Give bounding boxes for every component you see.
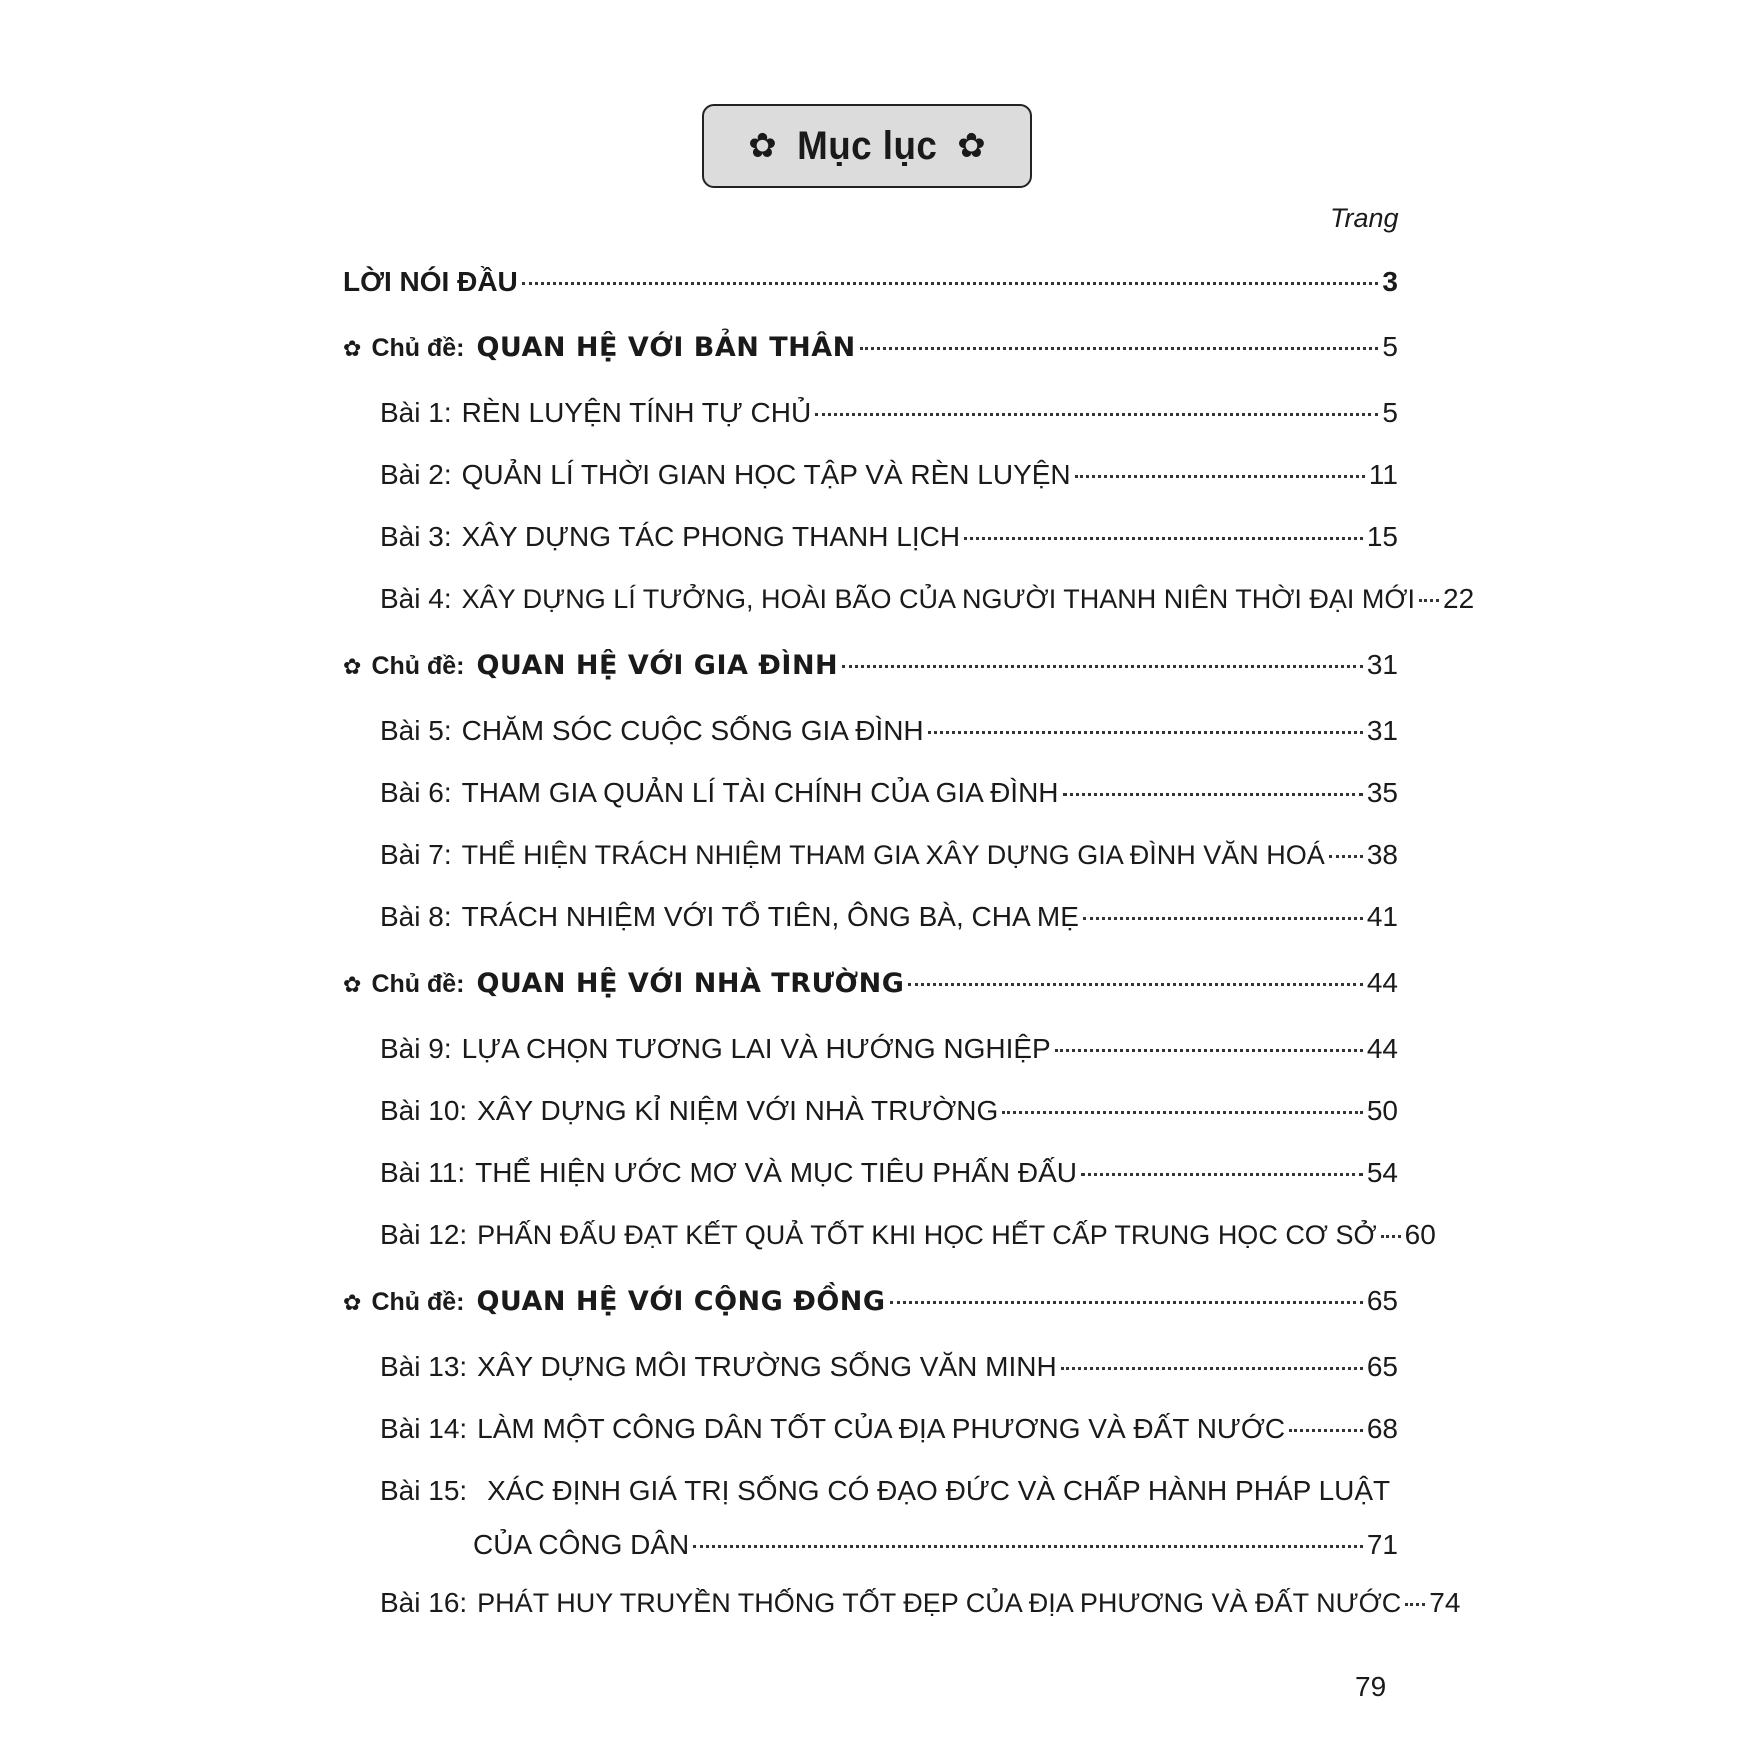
lesson-title: PHẤN ĐẤU ĐẠT KẾT QUẢ TỐT KHI HỌC HẾT CẤP TRUNG HỌC CƠ SỞ xyxy=(477,1220,1377,1250)
toc-lesson[interactable] xyxy=(343,582,1475,616)
leader-dots xyxy=(1002,1111,1363,1114)
lesson-number: Bài 4: xyxy=(380,583,452,614)
topic-prefix: Chủ đề: xyxy=(371,334,465,362)
leader-dots xyxy=(1063,793,1363,796)
toc-page: 5 xyxy=(1382,397,1398,428)
toc-page: 35 xyxy=(1366,777,1398,808)
toc-page: 74 xyxy=(1429,1587,1461,1618)
leader-dots xyxy=(928,731,1363,734)
toc-label: LỜI NÓI ĐẦU xyxy=(343,266,518,297)
toc-lesson[interactable] xyxy=(343,1412,1398,1446)
toc-lesson[interactable] xyxy=(343,838,1398,872)
topic-name: QUAN HỆ VỚI BẢN THÂN xyxy=(476,332,856,363)
lesson-number: Bài 8: xyxy=(380,901,452,932)
topic-name: QUAN HỆ VỚI CỘNG ĐỒNG xyxy=(476,1286,886,1317)
leader-dots xyxy=(860,347,1379,350)
toc-lesson[interactable] xyxy=(380,1474,1398,1562)
lesson-number: Bài 16: xyxy=(380,1587,468,1618)
toc-topic[interactable] xyxy=(343,648,1398,684)
flower-icon: ✿ xyxy=(748,127,777,165)
lesson-number: Bài 7: xyxy=(380,839,452,870)
toc-page: 5 xyxy=(1382,331,1398,362)
toc-lesson[interactable] xyxy=(343,1156,1398,1190)
toc-preface[interactable] xyxy=(343,265,1398,299)
lesson-number: Bài 15: xyxy=(380,1475,468,1506)
leader-dots xyxy=(1061,1367,1363,1370)
leader-dots xyxy=(1419,599,1439,602)
page-number: 79 xyxy=(1355,1671,1387,1702)
toc-lesson[interactable] xyxy=(343,1094,1398,1128)
toc-lesson[interactable] xyxy=(343,1350,1398,1384)
toc-page: 31 xyxy=(1366,715,1398,746)
leader-dots xyxy=(693,1545,1363,1548)
toc-lesson[interactable] xyxy=(343,714,1398,748)
toc-topic[interactable] xyxy=(343,330,1398,366)
leader-dots xyxy=(1381,1235,1401,1238)
toc-page: 44 xyxy=(1366,967,1398,998)
lesson-title: CHĂM SÓC CUỘC SỐNG GIA ĐÌNH xyxy=(461,715,924,746)
lesson-number: Bài 14: xyxy=(380,1413,468,1444)
toc-page: 15 xyxy=(1366,521,1398,552)
toc-page: 54 xyxy=(1366,1157,1398,1188)
leader-dots xyxy=(815,413,1378,416)
toc-lesson[interactable] xyxy=(343,520,1398,554)
flower-bullet-icon: ✿ xyxy=(343,654,362,679)
toc-page: 71 xyxy=(1366,1529,1398,1560)
toc-page: 68 xyxy=(1366,1413,1398,1444)
lesson-title: XÂY DỰNG LÍ TƯỞNG, HOÀI BÃO CỦA NGƯỜI THANH NIÊN THỜI ĐẠI MỚI xyxy=(461,584,1416,614)
lesson-number: Bài 12: xyxy=(380,1219,468,1250)
leader-dots xyxy=(890,1301,1363,1304)
leader-dots xyxy=(1289,1429,1363,1432)
leader-dots xyxy=(842,665,1363,668)
toc-page: 41 xyxy=(1366,901,1398,932)
lesson-title: THỂ HIỆN ƯỚC MƠ VÀ MỤC TIÊU PHẤN ĐẤU xyxy=(475,1157,1077,1188)
leader-dots xyxy=(1055,1049,1363,1052)
toc-topic[interactable] xyxy=(343,1284,1398,1320)
toc-page: 31 xyxy=(1366,649,1398,680)
lesson-number: Bài 1: xyxy=(380,397,452,428)
lesson-number: Bài 9: xyxy=(380,1033,452,1064)
lesson-title-line1: XÁC ĐỊNH GIÁ TRỊ SỐNG CÓ ĐẠO ĐỨC VÀ CHẤP HÀNH PHÁP LUẬT xyxy=(487,1475,1391,1506)
flower-bullet-icon: ✿ xyxy=(343,336,362,361)
lesson-title: XÂY DỰNG TÁC PHONG THANH LỊCH xyxy=(461,521,961,552)
lesson-number: Bài 13: xyxy=(380,1351,468,1382)
flower-icon: ✿ xyxy=(957,127,986,165)
lesson-title: THAM GIA QUẢN LÍ TÀI CHÍNH CỦA GIA ĐÌNH xyxy=(461,777,1059,808)
toc-topic[interactable] xyxy=(343,966,1398,1002)
toc-lesson[interactable] xyxy=(343,776,1398,810)
toc-lesson[interactable] xyxy=(343,458,1398,492)
lesson-title: XÂY DỰNG MÔI TRƯỜNG SỐNG VĂN MINH xyxy=(477,1351,1057,1382)
toc-page: 38 xyxy=(1366,839,1398,870)
lesson-number: Bài 2: xyxy=(380,459,452,490)
lesson-number: Bài 10: xyxy=(380,1095,468,1126)
toc-lesson[interactable] xyxy=(343,1218,1436,1252)
topic-prefix: Chủ đề: xyxy=(371,1288,465,1316)
lesson-title: LỰA CHỌN TƯƠNG LAI VÀ HƯỚNG NGHIỆP xyxy=(461,1033,1051,1064)
lesson-title: LÀM MỘT CÔNG DÂN TỐT CỦA ĐỊA PHƯƠNG VÀ ĐẤT NƯỚC xyxy=(477,1413,1286,1444)
toc-title-box xyxy=(702,104,1032,188)
topic-name: QUAN HỆ VỚI GIA ĐÌNH xyxy=(476,650,839,681)
toc-page: 50 xyxy=(1366,1095,1398,1126)
flower-bullet-icon: ✿ xyxy=(343,1290,362,1315)
leader-dots xyxy=(1083,917,1363,920)
flower-bullet-icon: ✿ xyxy=(343,972,362,997)
leader-dots xyxy=(908,983,1362,986)
leader-dots xyxy=(964,537,1363,540)
toc-lesson[interactable] xyxy=(343,900,1398,934)
leader-dots xyxy=(1081,1173,1363,1176)
lesson-number: Bài 5: xyxy=(380,715,452,746)
leader-dots xyxy=(1329,855,1363,858)
toc-page: 60 xyxy=(1404,1219,1436,1250)
topic-prefix: Chủ đề: xyxy=(371,970,465,998)
toc-page: 65 xyxy=(1366,1285,1398,1316)
toc-page: 44 xyxy=(1366,1033,1398,1064)
leader-dots xyxy=(1405,1603,1425,1606)
lesson-number: Bài 3: xyxy=(380,521,452,552)
lesson-number: Bài 11: xyxy=(380,1157,466,1188)
lesson-title: XÂY DỰNG KỈ NIỆM VỚI NHÀ TRƯỜNG xyxy=(477,1095,999,1126)
toc-page: 3 xyxy=(1382,266,1398,297)
lesson-title: TRÁCH NHIỆM VỚI TỔ TIÊN, ÔNG BÀ, CHA MẸ xyxy=(461,901,1079,932)
lesson-title: PHÁT HUY TRUYỀN THỐNG TỐT ĐẸP CỦA ĐỊA PHƯƠNG VÀ ĐẤT NƯỚC xyxy=(477,1588,1402,1618)
lesson-title: QUẢN LÍ THỜI GIAN HỌC TẬP VÀ RÈN LUYỆN xyxy=(461,459,1071,490)
toc-page: 22 xyxy=(1443,583,1475,614)
page-column-header: Trang xyxy=(1330,203,1399,233)
topic-prefix: Chủ đề: xyxy=(371,652,465,680)
lesson-title-line2: CỦA CÔNG DÂN xyxy=(473,1529,690,1560)
toc-lesson[interactable] xyxy=(343,1032,1398,1066)
topic-name: QUAN HỆ VỚI NHÀ TRƯỜNG xyxy=(476,968,905,999)
lesson-title: RÈN LUYỆN TÍNH TỰ CHỦ xyxy=(461,397,812,428)
toc-page: 11 xyxy=(1368,459,1398,490)
toc-lesson[interactable] xyxy=(343,396,1398,430)
leader-dots xyxy=(522,282,1379,285)
toc-title: Mục lục xyxy=(796,123,938,168)
lesson-title: THỂ HIỆN TRÁCH NHIỆM THAM GIA XÂY DỰNG GIA ĐÌNH VĂN HOÁ xyxy=(461,840,1325,870)
toc-lesson[interactable] xyxy=(343,1586,1461,1620)
toc-page: 65 xyxy=(1366,1351,1398,1382)
lesson-number: Bài 6: xyxy=(380,777,452,808)
leader-dots xyxy=(1075,475,1365,478)
